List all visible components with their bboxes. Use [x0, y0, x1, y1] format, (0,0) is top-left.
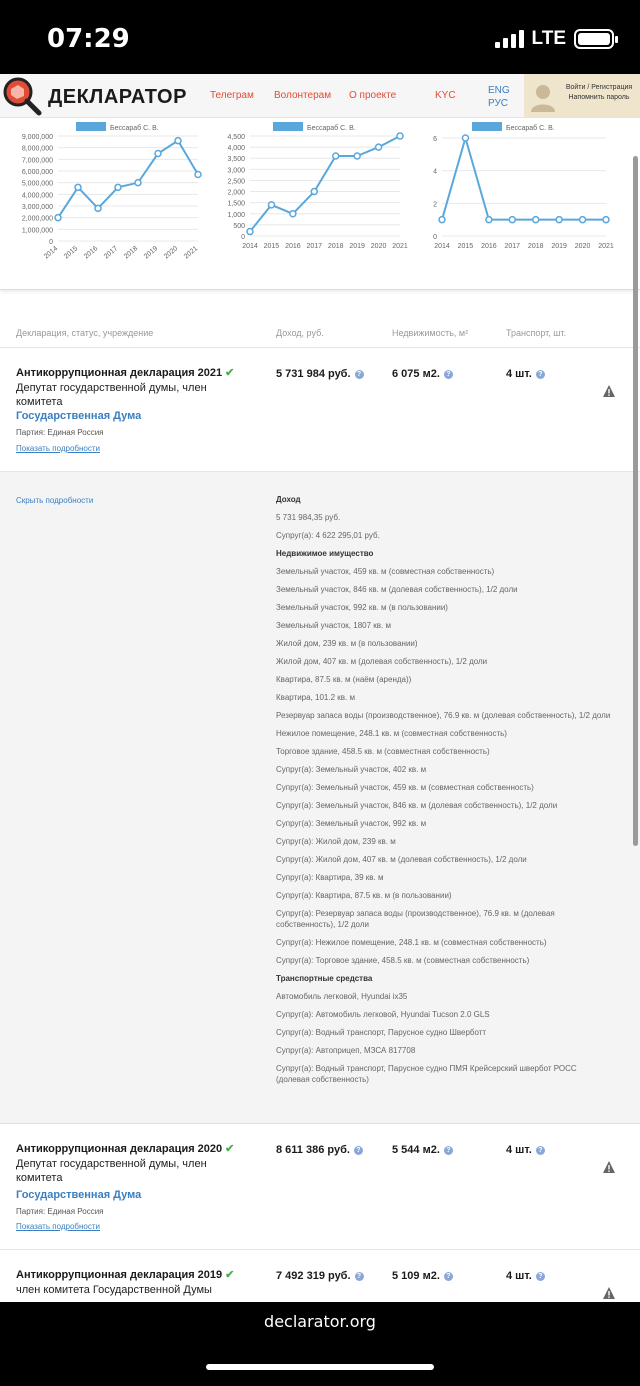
x-tick-label: 2019	[142, 245, 160, 261]
legend-label: Бессараб С. В.	[110, 125, 159, 132]
info-icon[interactable]: ?	[536, 370, 545, 379]
language-switch	[488, 84, 510, 110]
details-item: Супруг(а): Квартира, 87.5 кв. м (в пользовании)	[276, 891, 452, 900]
data-point	[486, 217, 492, 223]
y-tick-label: 500	[233, 222, 245, 230]
details-item: Земельный участок, 846 кв. м (долевая собственность), 1/2 доли	[276, 585, 518, 594]
signal-icon	[495, 30, 524, 48]
details-item: Нежилое помещение, 248.1 кв. м (совместная собственность)	[276, 729, 507, 738]
y-tick-label: 9,000,000	[21, 134, 53, 141]
realty-value: 5 109 м2. ?	[392, 1270, 453, 1282]
details-item: Супруг(а): Жилой дом, 239 кв. м	[276, 837, 396, 846]
declaration-role: Депутат государственной думы, член комитета	[16, 1158, 207, 1184]
data-point	[247, 229, 253, 235]
x-tick-label: 2014	[242, 243, 258, 250]
y-tick-label: 5,000,000	[21, 180, 53, 188]
party-label: Партия: Единая Россия	[16, 428, 104, 437]
details-item: Супруг(а): Земельный участок, 992 кв. м	[276, 819, 427, 828]
x-tick-label: 2016	[285, 243, 301, 250]
y-tick-label: 2,000,000	[21, 215, 53, 223]
nav-volunteers[interactable]: Волонтерам	[274, 90, 332, 101]
x-tick-label: 2020	[574, 243, 591, 250]
x-tick-label: 2018	[327, 243, 344, 250]
details-item: Квартира, 101.2 кв. м	[276, 693, 355, 702]
home-indicator[interactable]	[206, 1364, 434, 1370]
y-tick-label: 1,000,000	[21, 227, 53, 235]
income-value: 5 731 984 руб. ?	[276, 368, 364, 380]
warning-icon[interactable]	[602, 1286, 616, 1300]
info-icon[interactable]: ?	[536, 1146, 545, 1155]
details-item: Супруг(а): Земельный участок, 846 кв. м (долевая собственность), 1/2 доли	[276, 801, 558, 810]
data-point	[195, 172, 201, 178]
details-item: Супруг(а): Торговое здание, 458.5 кв. м (совместная собственность)	[276, 956, 530, 965]
y-tick-label: 1,500	[227, 200, 245, 208]
transport-value: 4 шт. ?	[506, 368, 545, 380]
x-tick-label: 2015	[457, 243, 474, 250]
magnifier-logo-icon	[2, 76, 42, 116]
y-tick-label: 8,000,000	[21, 145, 53, 153]
logo-text: ДЕКЛАРАТОР	[48, 86, 187, 108]
col-realty: Недвижимость, м²	[392, 328, 469, 338]
y-tick-label: 0	[433, 234, 437, 241]
details-item: Супруг(а): 4 622 295,01 руб.	[276, 531, 380, 540]
income-value: 7 492 319 руб. ?	[276, 1270, 364, 1282]
details-section-heading: Транспортные средства	[276, 974, 373, 983]
data-point	[155, 151, 161, 157]
details-item: Супруг(а): Резервуар запаса воды (производственное), 76.9 кв. м (долевая собственность), 1/2 доли	[276, 909, 555, 929]
series-line	[442, 138, 606, 220]
details-item: Супруг(а): Земельный участок, 459 кв. м (совместная собственность)	[276, 783, 534, 792]
y-tick-label: 2	[433, 201, 437, 209]
details-item: Супруг(а): Водный транспорт, Парусное судно ПМЯ Крейсерский швербот РОСС (долевая собственность)	[276, 1064, 577, 1084]
legend-swatch	[76, 122, 106, 131]
data-point	[439, 217, 445, 223]
y-tick-label: 4,500	[227, 134, 245, 141]
warning-icon[interactable]	[602, 384, 616, 398]
data-point	[290, 211, 296, 217]
legend-swatch	[472, 122, 502, 131]
legend-label: Бессараб С. В.	[506, 125, 555, 132]
details-section-heading: Доход	[276, 495, 301, 504]
data-point	[55, 215, 61, 221]
y-tick-label: 6,000,000	[21, 169, 53, 176]
realty-value: 5 544 м2. ?	[392, 1144, 453, 1156]
info-icon[interactable]: ?	[536, 1272, 545, 1281]
data-point	[311, 189, 317, 195]
verified-check-icon: ✔	[225, 1269, 235, 1281]
y-tick-label: 4	[433, 168, 437, 176]
y-tick-label: 3,000,000	[21, 204, 53, 211]
declaration-title: Антикоррупционная декларация 2019 ✔	[16, 1269, 235, 1281]
nav-about[interactable]: О проекте	[349, 90, 397, 101]
data-point	[135, 180, 141, 186]
details-item: Резервуар запаса воды (производственное), 76.9 кв. м (долевая собственность), 1/2 доли	[276, 711, 611, 720]
data-point	[580, 217, 586, 223]
realty-value: 6 075 м2. ?	[392, 368, 453, 380]
hide-details-link[interactable]: Скрыть подробности	[16, 496, 94, 505]
data-point	[556, 217, 562, 223]
col-income: Доход, руб.	[276, 328, 324, 338]
web-page	[0, 74, 640, 1302]
details-item: Жилой дом, 239 кв. м (в пользовании)	[276, 639, 418, 648]
data-point	[376, 144, 382, 150]
details-item: Земельный участок, 1807 кв. м	[276, 621, 391, 630]
data-point	[509, 217, 515, 223]
legend-swatch	[273, 122, 303, 131]
x-tick-label: 2020	[370, 243, 387, 250]
legend-label: Бессараб С. В.	[307, 125, 356, 132]
data-point	[95, 205, 101, 211]
transport-value: 4 шт. ?	[506, 1144, 545, 1156]
login-link[interactable]: Войти / Регистрация	[565, 84, 633, 91]
nav-kyc[interactable]: KYC	[435, 90, 456, 101]
x-tick-label: 2015	[263, 243, 280, 250]
details-item: Жилой дом, 407 кв. м (долевая собственность), 1/2 доли	[276, 657, 488, 666]
col-declaration: Декларация, статус, учреждение	[16, 328, 154, 338]
x-tick-label: 2017	[306, 243, 323, 250]
x-tick-label: 2020	[162, 245, 180, 261]
transport-value: 4 шт. ?	[506, 1270, 545, 1282]
info-icon[interactable]: ?	[355, 370, 364, 379]
data-point	[397, 133, 403, 139]
charts-svg	[0, 118, 640, 290]
organization-link[interactable]: Государственная Дума	[16, 1189, 142, 1201]
info-icon[interactable]: ?	[444, 1146, 453, 1155]
y-tick-label: 0	[49, 239, 53, 246]
declaration-title: Антикоррупционная декларация 2020 ✔	[16, 1143, 235, 1155]
x-tick-label: 2016	[82, 245, 100, 261]
login-panel	[524, 74, 640, 118]
x-tick-label: 2021	[392, 243, 408, 250]
battery-icon	[574, 29, 614, 49]
declaration-details	[0, 472, 640, 1124]
data-point	[175, 138, 181, 144]
network-label: LTE	[531, 28, 566, 49]
site-header	[0, 74, 640, 118]
y-tick-label: 4,000	[227, 145, 245, 153]
lang-rus[interactable]: РУС	[488, 98, 509, 109]
declaration-row	[0, 1250, 640, 1302]
x-tick-label: 2017	[102, 245, 120, 261]
nav-telegram[interactable]: Телеграм	[210, 90, 254, 101]
show-details-link[interactable]: Показать подробности	[16, 1222, 100, 1231]
x-tick-label: 2018	[122, 245, 140, 261]
address-bar[interactable]: declarator.org	[264, 1312, 376, 1331]
data-point	[75, 184, 81, 190]
y-tick-label: 7,000,000	[21, 157, 53, 165]
details-item: Супруг(а): Жилой дом, 407 кв. м (долевая собственность), 1/2 доли	[276, 855, 527, 864]
x-tick-label: 2014	[434, 243, 450, 250]
details-item: Супруг(а): Земельный участок, 402 кв. м	[276, 765, 427, 774]
details-item: Супруг(а): Квартира, 39 кв. м	[276, 873, 384, 882]
browser-bottom-bar	[0, 1302, 640, 1386]
data-point	[603, 217, 609, 223]
x-tick-label: 2018	[527, 243, 544, 250]
y-tick-label: 6	[433, 136, 437, 143]
y-tick-label: 3,500	[227, 156, 245, 164]
user-avatar-icon	[530, 82, 556, 112]
details-list	[276, 494, 612, 1092]
details-item: 5 731 984,35 руб.	[276, 513, 341, 522]
data-point	[333, 153, 339, 159]
info-icon[interactable]: ?	[355, 1272, 364, 1281]
details-item: Автомобиль легковой, Hyundai ix35	[276, 992, 408, 1001]
details-item: Торговое здание, 458.5 кв. м (совместная собственность)	[276, 747, 490, 756]
declaration-title: Антикоррупционная декларация 2021 ✔	[16, 367, 235, 379]
x-tick-label: 2021	[598, 243, 614, 250]
y-tick-label: 2,000	[227, 189, 245, 197]
data-point	[354, 153, 360, 159]
col-transport: Транспорт, шт.	[506, 328, 567, 338]
x-tick-label: 2016	[481, 243, 497, 250]
y-tick-label: 1,000	[227, 211, 245, 219]
info-icon[interactable]: ?	[444, 1272, 453, 1281]
status-bar	[0, 0, 640, 74]
x-tick-label: 2021	[182, 245, 200, 261]
data-point	[115, 184, 121, 190]
declaration-row	[0, 348, 640, 472]
details-item: Супруг(а): Автоприцеп, МЗСА 817708	[276, 1046, 416, 1055]
y-tick-label: 3,000	[227, 167, 245, 175]
details-item: Супруг(а): Водный транспорт, Парусное судно Шверботт	[276, 1028, 487, 1037]
charts-panel	[0, 118, 640, 290]
declaration-role: Депутат государственной думы, член комитета	[16, 382, 207, 408]
details-item: Супруг(а): Нежилое помещение, 248.1 кв. м (совместная собственность)	[276, 938, 547, 947]
warning-icon[interactable]	[602, 1160, 616, 1174]
x-tick-label: 2014	[42, 245, 60, 261]
page-scrollbar[interactable]	[633, 156, 638, 846]
data-point	[533, 217, 539, 223]
info-icon[interactable]: ?	[444, 370, 453, 379]
details-item: Земельный участок, 992 кв. м (в пользовании)	[276, 603, 448, 612]
x-tick-label: 2019	[349, 243, 365, 250]
info-icon[interactable]: ?	[354, 1146, 363, 1155]
y-tick-label: 4,000,000	[21, 192, 53, 200]
verified-check-icon: ✔	[225, 367, 235, 379]
verified-check-icon: ✔	[225, 1143, 235, 1155]
x-tick-label: 2017	[504, 243, 521, 250]
y-tick-label: 0	[241, 234, 245, 241]
party-label: Партия: Единая Россия	[16, 1207, 104, 1216]
organization-link[interactable]: Государственная Дума	[16, 410, 142, 422]
show-details-link[interactable]: Показать подробности	[16, 444, 100, 453]
details-section-heading: Недвижимое имущество	[276, 549, 374, 558]
declaration-role: член комитета Государственной Думы	[16, 1284, 212, 1296]
income-value: 8 611 386 руб. ?	[276, 1144, 363, 1156]
data-point	[268, 202, 274, 208]
lang-eng[interactable]: ENG	[488, 85, 510, 96]
details-item: Супруг(а): Автомобиль легковой, Hyundai Tucson 2.0 GLS	[276, 1010, 490, 1019]
details-item: Квартира, 87.5 кв. м (наём (аренда))	[276, 675, 412, 684]
data-point	[462, 135, 468, 141]
password-reminder-link[interactable]: Напомнить пароль	[568, 94, 630, 101]
table-header	[0, 322, 640, 348]
y-tick-label: 2,500	[227, 178, 245, 186]
x-tick-label: 2015	[62, 245, 80, 261]
site-logo[interactable]	[0, 74, 200, 118]
declaration-row	[0, 1124, 640, 1250]
x-tick-label: 2019	[551, 243, 567, 250]
clock: 07:29	[47, 24, 130, 54]
details-item: Земельный участок, 459 кв. м (совместная собственность)	[276, 567, 495, 576]
